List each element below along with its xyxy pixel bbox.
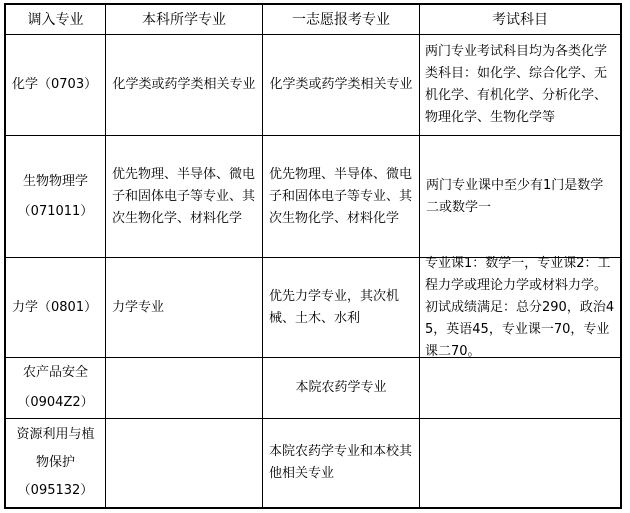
row-agri-safety-major-code: （0904Z2）: [17, 395, 94, 410]
row-mechanics-undergrad-text: 力学专业: [112, 299, 165, 315]
row-chemistry-major-text: 化学（0703）: [12, 77, 98, 92]
row-plant-protection-major-code: （095132）: [17, 483, 94, 498]
row-biophysics-undergrad: [105, 135, 263, 258]
row-plant-protection-undergrad: [105, 418, 263, 508]
row-agri-safety-major: [5, 357, 106, 419]
row-chemistry-undergrad: [105, 34, 263, 136]
row-chemistry-undergrad-text: 化学类或药学类相关专业: [112, 77, 256, 92]
row-plant-protection-first-choice: [262, 418, 420, 508]
row-plant-protection-major-line2: 物保护: [35, 455, 75, 470]
row-mechanics-first-choice: [262, 257, 420, 358]
row-plant-protection-exam: [419, 418, 621, 508]
header-undergrad-major: [105, 4, 263, 35]
row-chemistry-first-choice: [262, 34, 420, 136]
header-exam-subjects: [419, 4, 621, 35]
row-mechanics-exam-text: 专业课1：数学一，专业课2：工程力学或理论力学或材料力学。初试成绩满足：总分290，政治45，英语45，专业课一70，专业课二70。: [425, 255, 615, 359]
row-agri-safety-first-choice-text: 本院农药学专业: [295, 380, 387, 395]
row-biophysics-major-code: （071011）: [17, 203, 94, 219]
row-biophysics-first-choice-text: 优先物理、半导体、微电子和固体电子等专业、其次生物化学、材料化学: [269, 166, 413, 226]
row-chemistry-exam-text: 两门专业考试科目均为各类化学类科目：如化学、综合化学、无机化学、有机化学、分析化学、物理化学、生物化学等: [425, 44, 608, 125]
header-undergrad-major-label: 本科所学专业: [142, 11, 226, 28]
row-chemistry-first-choice-text: 化学类或药学类相关专业: [269, 77, 413, 92]
row-mechanics-undergrad: [105, 257, 263, 358]
row-plant-protection-major-line1: 资源利用与植: [16, 427, 95, 442]
row-agri-safety-major-name: 农产品安全: [22, 365, 88, 380]
row-mechanics-first-choice-text: 优先力学专业，其次机械、土木、水利: [269, 288, 400, 326]
header-transfer-major-label: 调入专业: [27, 11, 84, 28]
header-transfer-major: [5, 4, 106, 35]
row-chemistry-exam: [419, 34, 621, 136]
row-mechanics-exam: [419, 257, 621, 358]
admission-table: [4, 3, 622, 509]
row-biophysics-major: [5, 135, 106, 258]
row-plant-protection-major: [5, 418, 106, 508]
header-first-choice-major-label: 一志愿报考专业: [292, 11, 390, 28]
row-biophysics-first-choice: [262, 135, 420, 258]
header-first-choice-major: [262, 4, 420, 35]
row-biophysics-exam: [419, 135, 621, 258]
row-biophysics-exam-text: 两门专业课中至少有1门是数学二或数学一: [426, 177, 604, 215]
row-mechanics-major-text: 力学（0801）: [12, 299, 98, 315]
row-plant-protection-first-choice-text: 本院农药学专业和本校其他相关专业: [269, 444, 413, 481]
row-biophysics-undergrad-text: 优先物理、半导体、微电子和固体电子等专业、其次生物化学、材料化学: [112, 166, 256, 226]
row-chemistry-major: [5, 34, 106, 136]
row-agri-safety-undergrad: [105, 357, 263, 419]
row-agri-safety-first-choice: [262, 357, 420, 419]
row-biophysics-major-name: 生物物理学: [22, 173, 88, 189]
row-agri-safety-exam: [419, 357, 621, 419]
header-exam-subjects-label: 考试科目: [492, 11, 548, 28]
row-mechanics-major: [5, 257, 106, 358]
